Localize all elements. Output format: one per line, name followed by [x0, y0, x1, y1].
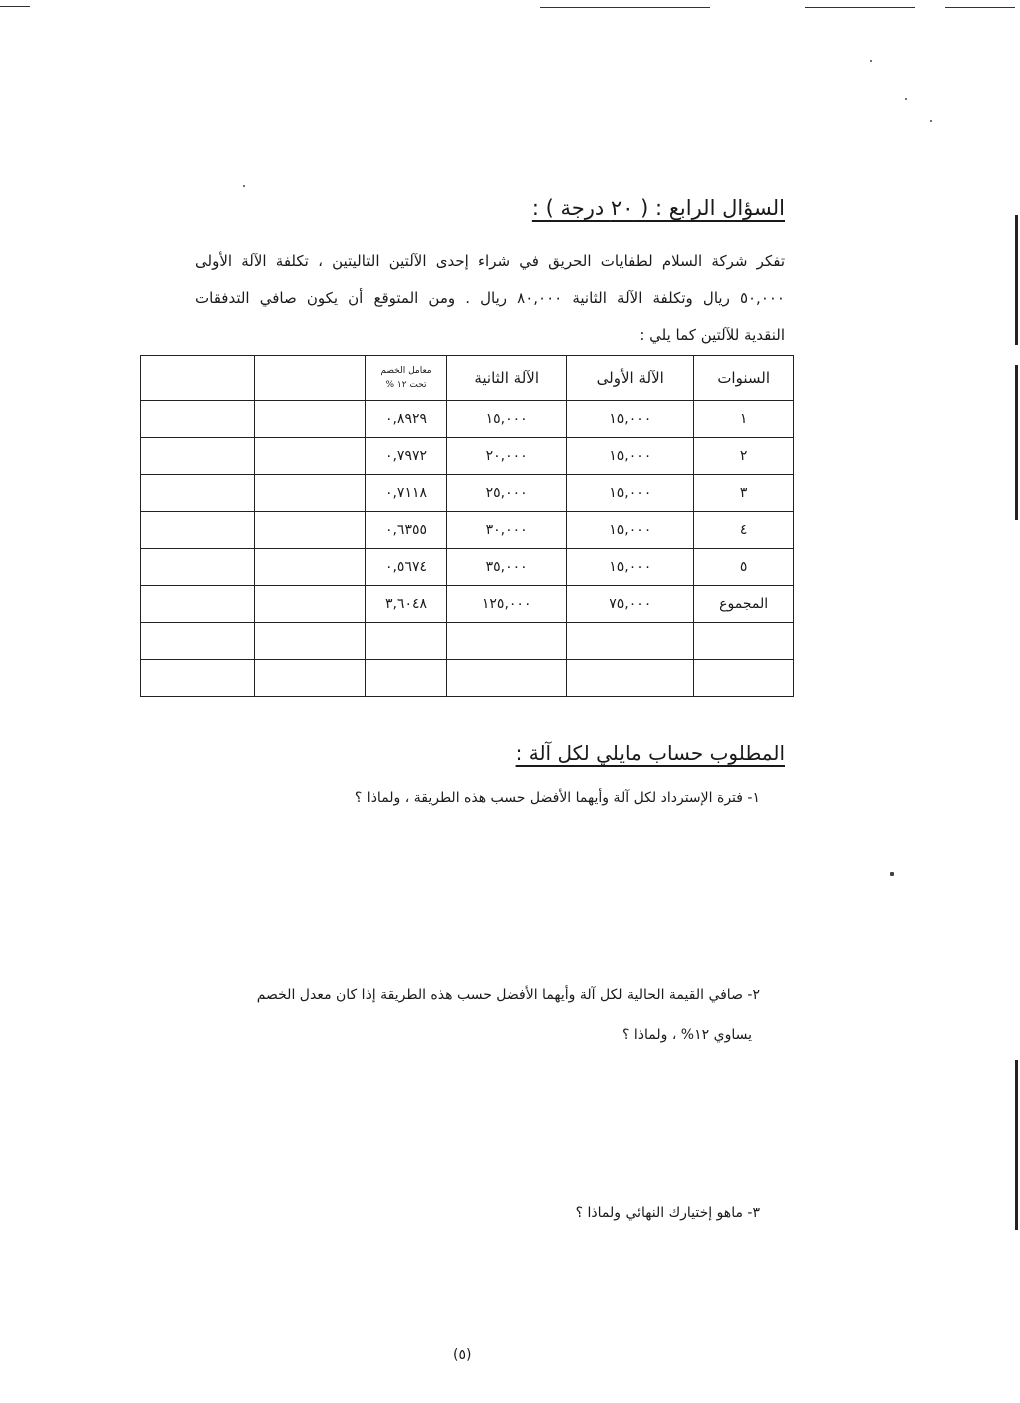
scan-edge-mark — [805, 7, 915, 8]
required-item-2-line-2: يساوي ١٢% ، ولماذا ؟ — [622, 1027, 752, 1043]
scan-edge-bar — [1015, 215, 1018, 345]
empty-cell — [567, 660, 694, 697]
empty-cell — [141, 356, 255, 401]
cell-year: ٢ — [694, 438, 794, 475]
cell-year: ٣ — [694, 475, 794, 512]
table-header-row — [141, 356, 794, 401]
cell-machine-1: ١٥,٠٠٠ — [567, 438, 694, 475]
empty-cell — [567, 623, 694, 660]
header-machine-1: الآلة الأولى — [567, 356, 694, 401]
cell-total-label: المجموع — [694, 586, 794, 623]
empty-cell — [694, 623, 794, 660]
table-blank-row — [141, 660, 794, 697]
empty-cell — [365, 660, 446, 697]
scan-speck — [905, 98, 907, 100]
scan-speck — [243, 185, 245, 187]
empty-cell — [141, 549, 255, 586]
scan-speck — [930, 120, 932, 122]
header-machine-2: الآلة الثانية — [447, 356, 567, 401]
cell-machine-2: ١٥,٠٠٠ — [447, 401, 567, 438]
scan-speck — [870, 60, 872, 62]
table-row — [141, 475, 794, 512]
empty-cell — [254, 512, 365, 549]
header-discount-line-2: تحت ١٢ % — [385, 380, 427, 390]
cell-discount-factor: ٠,٨٩٢٩ — [365, 401, 446, 438]
cell-year: ٤ — [694, 512, 794, 549]
cash-flow-table — [140, 355, 794, 697]
intro-line-2: ٥٠,٠٠٠ ريال وتكلفة الآلة الثانية ٨٠,٠٠٠ ريال . ومن المتوقع أن يكون صافي التدفقات — [195, 289, 785, 307]
empty-cell — [254, 475, 365, 512]
empty-cell — [254, 356, 365, 401]
empty-cell — [254, 660, 365, 697]
empty-cell — [254, 549, 365, 586]
table-row — [141, 401, 794, 438]
cell-machine-1: ١٥,٠٠٠ — [567, 549, 694, 586]
empty-cell — [254, 438, 365, 475]
scan-edge-bar — [1015, 365, 1018, 520]
scan-speck — [890, 872, 894, 876]
scan-edge-mark — [540, 7, 710, 8]
question-intro — [195, 243, 785, 354]
cell-total-machine-2: ١٢٥,٠٠٠ — [447, 586, 567, 623]
header-discount-factor — [365, 356, 446, 401]
empty-cell — [694, 660, 794, 697]
table-blank-row — [141, 623, 794, 660]
empty-cell — [254, 586, 365, 623]
empty-cell — [447, 623, 567, 660]
empty-cell — [141, 512, 255, 549]
scan-edge-mark — [945, 7, 1015, 8]
empty-cell — [141, 623, 255, 660]
intro-line-1: تفكر شركة السلام لطفايات الحريق في شراء إحدى الآلتين التاليتين ، تكلفة الآلة الأولى — [195, 252, 785, 270]
scan-edge-bar — [1015, 1060, 1018, 1230]
required-item-2-line-1: ٢- صافي القيمة الحالية لكل آلة وأيهما الأفضل حسب هذه الطريقة إذا كان معدل الخصم — [256, 987, 760, 1003]
empty-cell — [141, 660, 255, 697]
empty-cell — [447, 660, 567, 697]
required-title: المطلوب حساب مايلي لكل آلة : — [515, 741, 785, 765]
cell-discount-factor: ٠,٦٣٥٥ — [365, 512, 446, 549]
scan-edge-mark — [0, 6, 30, 7]
table-row — [141, 438, 794, 475]
cell-machine-1: ١٥,٠٠٠ — [567, 401, 694, 438]
empty-cell — [141, 586, 255, 623]
cell-discount-factor: ٠,٧١١٨ — [365, 475, 446, 512]
cell-total-machine-1: ٧٥,٠٠٠ — [567, 586, 694, 623]
cell-machine-2: ٢٠,٠٠٠ — [447, 438, 567, 475]
empty-cell — [141, 438, 255, 475]
cell-year: ٥ — [694, 549, 794, 586]
header-discount-line-1: معامل الخصم — [380, 366, 432, 376]
required-item-3: ٣- ماهو إختيارك النهائي ولماذا ؟ — [575, 1205, 760, 1221]
empty-cell — [141, 475, 255, 512]
cell-total-discount-factor: ٣,٦٠٤٨ — [365, 586, 446, 623]
cell-machine-1: ١٥,٠٠٠ — [567, 475, 694, 512]
cell-discount-factor: ٠,٧٩٧٢ — [365, 438, 446, 475]
cell-machine-1: ١٥,٠٠٠ — [567, 512, 694, 549]
required-item-2 — [160, 975, 760, 1055]
empty-cell — [254, 623, 365, 660]
empty-cell — [254, 401, 365, 438]
intro-line-3: النقدية للآلتين كما يلي : — [639, 326, 785, 344]
cell-machine-2: ٣٠,٠٠٠ — [447, 512, 567, 549]
table-row — [141, 512, 794, 549]
cell-machine-2: ٢٥,٠٠٠ — [447, 475, 567, 512]
cell-machine-2: ٣٥,٠٠٠ — [447, 549, 567, 586]
cell-year: ١ — [694, 401, 794, 438]
table-total-row — [141, 586, 794, 623]
header-years: السنوات — [694, 356, 794, 401]
page-number: (٥) — [453, 1347, 472, 1363]
empty-cell — [365, 623, 446, 660]
cell-discount-factor: ٠,٥٦٧٤ — [365, 549, 446, 586]
question-title: السؤال الرابع : ( ٢٠ درجة ) : — [531, 196, 785, 220]
required-item-1: ١- فترة الإسترداد لكل آلة وأيهما الأفضل حسب هذه الطريقة ، ولماذا ؟ — [354, 790, 760, 806]
empty-cell — [141, 401, 255, 438]
table-row — [141, 549, 794, 586]
